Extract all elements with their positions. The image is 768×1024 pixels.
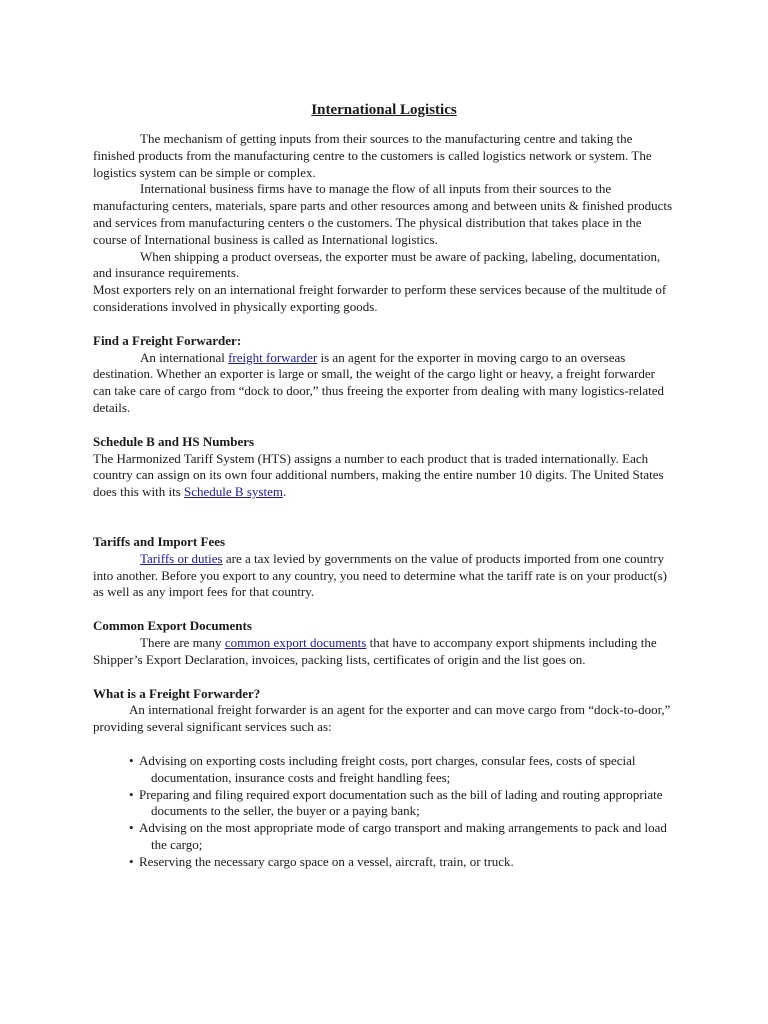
tariffs-heading: Tariffs and Import Fees [93, 533, 226, 549]
tariffs-or-duties-link[interactable]: Tariffs or duties [140, 550, 223, 566]
list-item [129, 787, 675, 821]
find-forwarder-heading: Find a Freight Forwarder: [93, 332, 242, 348]
intro-paragraph-2: International business firms have to manage the flow of all inputs from their sources to the manufacturing centers, materials, spare parts and other resources among and between units & finished products and services from manufacturing centers o the customers. The physical distribution that takes place in the course of International business is called as International logistics. [93, 181, 673, 247]
schedule-b-heading: Schedule B and HS Numbers [93, 433, 255, 449]
spacer [93, 601, 675, 618]
tariffs-text-end: are a tax levied by governments on the value of products imported from one country into another. Before you export to any country, you need to determine what the tariff rate is on your product(s) as well as any import fees for that country. [93, 550, 667, 600]
list-item-text: Advising on the most appropriate mode of cargo transport and making arrangements to pack and load the cargo; [139, 820, 667, 852]
spacer [93, 669, 675, 686]
list-item-text: Preparing and filing required export documentation such as the bill of lading and routing appropriate documents to the seller, the buyer or a paying bank; [139, 786, 663, 819]
document-page [93, 100, 675, 870]
list-item [129, 753, 675, 787]
what-is-heading: What is a Freight Forwarder? [93, 685, 261, 701]
list-item [129, 854, 675, 871]
list-item [129, 820, 675, 854]
spacer [93, 417, 675, 434]
intro-paragraph-1: The mechanism of getting inputs from their sources to the manufacturing centre and taking the finished products from the manufacturing centre to the customers is called logistics network or system. The logistics system can be simple or complex. [93, 131, 652, 180]
spacer [93, 736, 675, 753]
spacer [93, 501, 675, 534]
bullet-icon: • [129, 820, 134, 836]
export-docs-text-start: There are many [140, 634, 225, 650]
find-forwarder-text-end: is an agent for the exporter in moving cargo to an overseas destination. Whether an exporter is large or small, the weight of the cargo light or heavy, a freight forwarder can take care of cargo from “dock to door,” thus freeing the exporter from dealing with many logistics-related details. [93, 349, 665, 415]
schedule-b-text-start: The Harmonized Tariff System (HTS) assigns a number to each product that is traded internationally. Each country can assign on its own four additional numbers, making the entire number 10 digits. The United States does this with its [93, 450, 664, 500]
bullet-icon: • [129, 752, 134, 768]
document-title: International Logistics [311, 102, 457, 118]
services-list [93, 753, 675, 871]
bullet-icon: • [129, 853, 134, 869]
export-docs-heading: Common Export Documents [93, 618, 252, 634]
tariffs-paragraph [93, 551, 675, 601]
list-item-text: Advising on exporting costs including freight costs, port charges, consular fees, costs of special documentation, insurance costs and freight handling fees; [139, 752, 636, 785]
schedule-b-system-link[interactable]: Schedule B system [184, 484, 283, 500]
find-forwarder-text-start: An international [140, 349, 229, 365]
intro-paragraph-3: When shipping a product overseas, the exporter must be aware of packing, labeling, documentation, and insurance requirements. [93, 248, 661, 281]
schedule-b-paragraph [93, 451, 675, 501]
schedule-b-text-end: . [282, 484, 287, 500]
export-docs-paragraph [93, 635, 675, 669]
freight-forwarder-link[interactable]: freight forwarder [228, 349, 318, 365]
find-forwarder-paragraph [93, 350, 675, 417]
common-export-documents-link[interactable]: common export documents [224, 634, 367, 650]
export-docs-text-end: that have to accompany export shipments including the Shipper’s Export Declaration, invoices, packing lists, certificates of origin and the list goes on. [93, 634, 657, 667]
list-item-text: Reserving the necessary cargo space on a vessel, aircraft, train, or truck. [139, 853, 514, 869]
bullet-icon: • [129, 786, 134, 802]
spacer [93, 316, 675, 333]
intro-paragraph-4: Most exporters rely on an international freight forwarder to perform these services because of the multitude of considerations involved in physically exporting goods. [93, 282, 667, 314]
what-is-paragraph: An international freight forwarder is an agent for the exporter and can move cargo from “dock-to-door,” providing several significant services such as: [93, 702, 671, 735]
